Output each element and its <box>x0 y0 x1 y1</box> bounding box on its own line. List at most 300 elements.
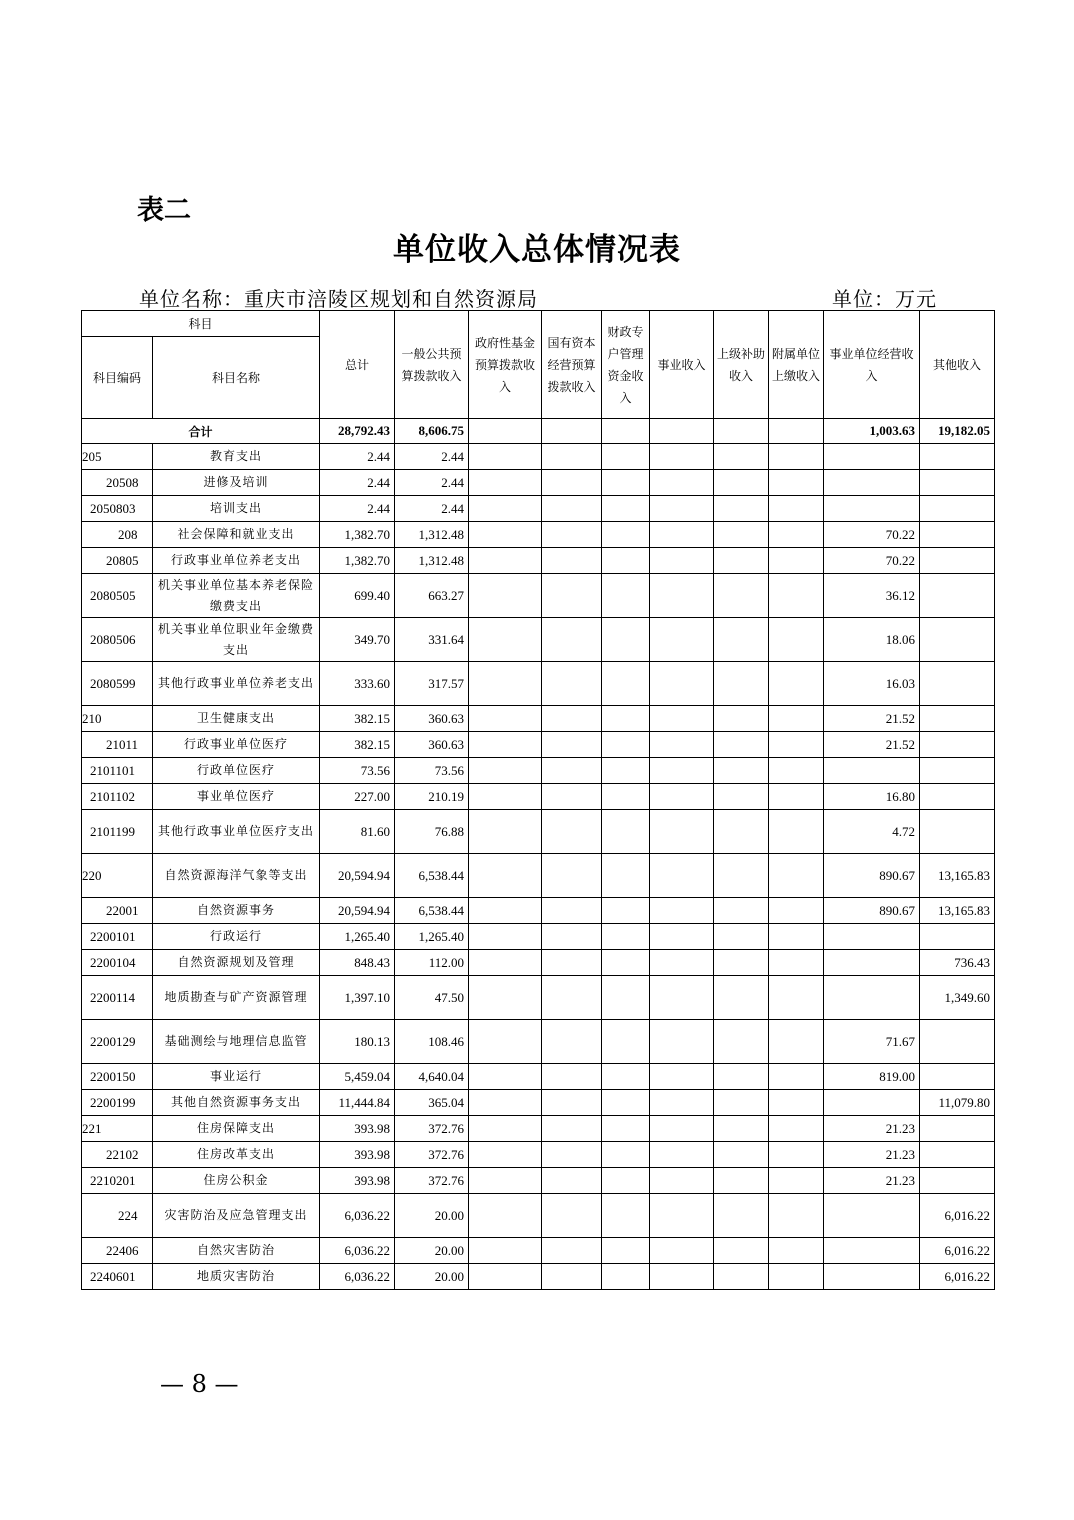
row-operation: 71.67 <box>824 1020 920 1064</box>
row-state-capital <box>542 854 602 898</box>
row-business-income <box>650 854 714 898</box>
row-other <box>920 548 995 574</box>
row-gov-fund <box>469 496 542 522</box>
row-affiliated-payment <box>769 784 824 810</box>
row-superior-subsidy <box>714 950 769 976</box>
total-row <box>82 419 995 444</box>
row-business-income <box>650 898 714 924</box>
row-affiliated-payment <box>769 1116 824 1142</box>
row-superior-subsidy <box>714 758 769 784</box>
row-other <box>920 444 995 470</box>
row-gov-fund <box>469 1194 542 1238</box>
row-name: 卫生健康支出 <box>153 706 320 732</box>
row-total: 1,382.70 <box>320 522 395 548</box>
row-state-capital <box>542 1064 602 1090</box>
row-operation <box>824 1194 920 1238</box>
row-fiscal-special <box>602 1142 650 1168</box>
row-general: 360.63 <box>395 732 469 758</box>
row-fiscal-special <box>602 522 650 548</box>
row-operation <box>824 1264 920 1290</box>
row-operation: 16.80 <box>824 784 920 810</box>
row-business-income <box>650 1142 714 1168</box>
row-total: 6,036.22 <box>320 1238 395 1264</box>
row-name: 自然灾害防治 <box>153 1238 320 1264</box>
row-code: 22406 <box>82 1238 153 1264</box>
row-other <box>920 470 995 496</box>
row-gov-fund <box>469 854 542 898</box>
row-name: 行政运行 <box>153 924 320 950</box>
row-state-capital <box>542 924 602 950</box>
row-superior-subsidy <box>714 1264 769 1290</box>
page-number: — 8 — <box>160 1370 239 1398</box>
header-gov-fund: 政府性基金预算拨款收入 <box>469 311 542 419</box>
row-name: 住房改革支出 <box>153 1142 320 1168</box>
row-business-income <box>650 706 714 732</box>
row-state-capital <box>542 1194 602 1238</box>
row-fiscal-special <box>602 1116 650 1142</box>
row-general: 20.00 <box>395 1238 469 1264</box>
row-code: 22102 <box>82 1142 153 1168</box>
row-general: 20.00 <box>395 1264 469 1290</box>
row-superior-subsidy <box>714 1168 769 1194</box>
row-state-capital <box>542 784 602 810</box>
row-business-income <box>650 574 714 618</box>
row-fiscal-special <box>602 706 650 732</box>
row-affiliated-payment <box>769 1064 824 1090</box>
row-superior-subsidy <box>714 548 769 574</box>
row-business-income <box>650 548 714 574</box>
row-business-income <box>650 1116 714 1142</box>
row-name: 行政事业单位医疗 <box>153 732 320 758</box>
row-gov-fund <box>469 1238 542 1264</box>
row-other <box>920 810 995 854</box>
row-operation <box>824 1090 920 1116</box>
header-general-budget: 一般公共预算拨款收入 <box>395 311 469 419</box>
row-operation <box>824 496 920 522</box>
row-state-capital <box>542 976 602 1020</box>
row-operation: 21.23 <box>824 1142 920 1168</box>
row-code: 2200199 <box>82 1090 153 1116</box>
row-code: 2050803 <box>82 496 153 522</box>
row-state-capital <box>542 470 602 496</box>
row-business-income <box>650 1238 714 1264</box>
row-business-income <box>650 1064 714 1090</box>
row-total: 699.40 <box>320 574 395 618</box>
row-affiliated-payment <box>769 810 824 854</box>
row-other <box>920 706 995 732</box>
table-row <box>82 1142 995 1168</box>
row-name: 自然资源规划及管理 <box>153 950 320 976</box>
row-affiliated-payment <box>769 1238 824 1264</box>
row-business-income <box>650 618 714 662</box>
total-general: 8,606.75 <box>395 419 469 444</box>
row-operation <box>824 1238 920 1264</box>
row-total: 1,397.10 <box>320 976 395 1020</box>
row-name: 住房公积金 <box>153 1168 320 1194</box>
row-state-capital <box>542 522 602 548</box>
row-other: 736.43 <box>920 950 995 976</box>
row-gov-fund <box>469 784 542 810</box>
table-row <box>82 444 995 470</box>
row-state-capital <box>542 496 602 522</box>
table-row <box>82 1116 995 1142</box>
row-code: 2101101 <box>82 758 153 784</box>
row-general: 331.64 <box>395 618 469 662</box>
row-affiliated-payment <box>769 1020 824 1064</box>
doc-label: 表二 <box>137 195 191 226</box>
row-gov-fund <box>469 898 542 924</box>
row-general: 210.19 <box>395 784 469 810</box>
row-other: 6,016.22 <box>920 1238 995 1264</box>
row-general: 2.44 <box>395 470 469 496</box>
header-other-income: 其他收入 <box>920 311 995 419</box>
row-general: 2.44 <box>395 444 469 470</box>
row-business-income <box>650 758 714 784</box>
header-name: 科目名称 <box>153 337 320 419</box>
row-code: 208 <box>82 522 153 548</box>
row-business-income <box>650 522 714 548</box>
row-affiliated-payment <box>769 470 824 496</box>
row-total: 81.60 <box>320 810 395 854</box>
row-business-income <box>650 470 714 496</box>
row-total: 349.70 <box>320 618 395 662</box>
row-operation: 890.67 <box>824 898 920 924</box>
row-operation <box>824 950 920 976</box>
row-code: 2101199 <box>82 810 153 854</box>
row-name: 进修及培训 <box>153 470 320 496</box>
total-superior-subsidy <box>714 419 769 444</box>
row-other <box>920 1116 995 1142</box>
row-gov-fund <box>469 810 542 854</box>
row-fiscal-special <box>602 574 650 618</box>
row-operation: 16.03 <box>824 662 920 706</box>
row-fiscal-special <box>602 548 650 574</box>
row-superior-subsidy <box>714 898 769 924</box>
row-gov-fund <box>469 1142 542 1168</box>
row-superior-subsidy <box>714 1194 769 1238</box>
row-fiscal-special <box>602 924 650 950</box>
row-business-income <box>650 1264 714 1290</box>
row-total: 227.00 <box>320 784 395 810</box>
row-fiscal-special <box>602 496 650 522</box>
row-total: 333.60 <box>320 662 395 706</box>
total-operation: 1,003.63 <box>824 419 920 444</box>
row-affiliated-payment <box>769 1264 824 1290</box>
row-general: 372.76 <box>395 1168 469 1194</box>
row-other: 13,165.83 <box>920 898 995 924</box>
row-state-capital <box>542 548 602 574</box>
row-code: 22001 <box>82 898 153 924</box>
row-affiliated-payment <box>769 898 824 924</box>
total-fiscal-special <box>602 419 650 444</box>
income-table <box>81 310 995 1290</box>
row-operation <box>824 758 920 784</box>
row-code: 2101102 <box>82 784 153 810</box>
row-affiliated-payment <box>769 732 824 758</box>
row-code: 2200101 <box>82 924 153 950</box>
row-name: 机关事业单位职业年金缴费支出 <box>153 618 320 662</box>
row-name: 地质灾害防治 <box>153 1264 320 1290</box>
row-code: 2240601 <box>82 1264 153 1290</box>
unit-name: 单位名称：重庆市涪陵区规划和自然资源局 <box>139 287 538 311</box>
row-affiliated-payment <box>769 758 824 784</box>
row-operation: 21.23 <box>824 1168 920 1194</box>
header-business-income: 事业收入 <box>650 311 714 419</box>
row-affiliated-payment <box>769 1168 824 1194</box>
row-total: 393.98 <box>320 1142 395 1168</box>
row-superior-subsidy <box>714 1116 769 1142</box>
row-superior-subsidy <box>714 618 769 662</box>
row-state-capital <box>542 662 602 706</box>
row-other <box>920 522 995 548</box>
row-name: 其他行政事业单位养老支出 <box>153 662 320 706</box>
row-gov-fund <box>469 444 542 470</box>
row-name: 地质勘查与矿产资源管理 <box>153 976 320 1020</box>
row-other <box>920 1020 995 1064</box>
row-affiliated-payment <box>769 950 824 976</box>
table-row <box>82 924 995 950</box>
total-total: 28,792.43 <box>320 419 395 444</box>
row-general: 108.46 <box>395 1020 469 1064</box>
row-code: 205 <box>82 444 153 470</box>
row-superior-subsidy <box>714 976 769 1020</box>
table-row <box>82 898 995 924</box>
row-general: 360.63 <box>395 706 469 732</box>
row-affiliated-payment <box>769 1142 824 1168</box>
row-superior-subsidy <box>714 1090 769 1116</box>
row-other <box>920 758 995 784</box>
row-business-income <box>650 662 714 706</box>
row-operation <box>824 976 920 1020</box>
row-total: 20,594.94 <box>320 854 395 898</box>
row-superior-subsidy <box>714 854 769 898</box>
row-superior-subsidy <box>714 1064 769 1090</box>
row-state-capital <box>542 1090 602 1116</box>
row-other <box>920 662 995 706</box>
row-code: 224 <box>82 1194 153 1238</box>
header-total: 总计 <box>320 311 395 419</box>
header-code: 科目编码 <box>82 337 153 419</box>
row-fiscal-special <box>602 1194 650 1238</box>
row-general: 372.76 <box>395 1142 469 1168</box>
row-superior-subsidy <box>714 470 769 496</box>
row-code: 220 <box>82 854 153 898</box>
row-superior-subsidy <box>714 662 769 706</box>
row-business-income <box>650 1020 714 1064</box>
table-row <box>82 1168 995 1194</box>
row-total: 73.56 <box>320 758 395 784</box>
row-general: 112.00 <box>395 950 469 976</box>
row-code: 221 <box>82 1116 153 1142</box>
row-fiscal-special <box>602 950 650 976</box>
row-name: 机关事业单位基本养老保险缴费支出 <box>153 574 320 618</box>
row-general: 76.88 <box>395 810 469 854</box>
row-code: 2080505 <box>82 574 153 618</box>
row-general: 1,312.48 <box>395 548 469 574</box>
row-gov-fund <box>469 662 542 706</box>
total-other: 19,182.05 <box>920 419 995 444</box>
row-total: 6,036.22 <box>320 1194 395 1238</box>
row-state-capital <box>542 444 602 470</box>
row-fiscal-special <box>602 784 650 810</box>
row-general: 6,538.44 <box>395 898 469 924</box>
row-gov-fund <box>469 1168 542 1194</box>
row-superior-subsidy <box>714 784 769 810</box>
row-name: 基础测绘与地理信息监管 <box>153 1020 320 1064</box>
row-code: 2200114 <box>82 976 153 1020</box>
row-general: 73.56 <box>395 758 469 784</box>
row-business-income <box>650 1194 714 1238</box>
row-fiscal-special <box>602 1168 650 1194</box>
row-affiliated-payment <box>769 662 824 706</box>
row-other <box>920 496 995 522</box>
row-fiscal-special <box>602 898 650 924</box>
row-gov-fund <box>469 574 542 618</box>
row-code: 2210201 <box>82 1168 153 1194</box>
row-gov-fund <box>469 732 542 758</box>
table-row <box>82 1264 995 1290</box>
row-superior-subsidy <box>714 810 769 854</box>
row-state-capital <box>542 950 602 976</box>
row-operation: 70.22 <box>824 548 920 574</box>
row-other <box>920 1168 995 1194</box>
row-operation: 21.52 <box>824 706 920 732</box>
row-total: 393.98 <box>320 1168 395 1194</box>
row-state-capital <box>542 810 602 854</box>
row-affiliated-payment <box>769 854 824 898</box>
row-state-capital <box>542 758 602 784</box>
row-total: 5,459.04 <box>320 1064 395 1090</box>
table-row <box>82 758 995 784</box>
row-affiliated-payment <box>769 976 824 1020</box>
header-state-capital: 国有资本经营预算拨款收入 <box>542 311 602 419</box>
row-code: 2200104 <box>82 950 153 976</box>
row-business-income <box>650 1090 714 1116</box>
row-operation: 819.00 <box>824 1064 920 1090</box>
row-fiscal-special <box>602 1238 650 1264</box>
row-gov-fund <box>469 1064 542 1090</box>
table-row <box>82 1238 995 1264</box>
row-other: 1,349.60 <box>920 976 995 1020</box>
row-name: 住房保障支出 <box>153 1116 320 1142</box>
unit-label: 单位：万元 <box>832 287 937 311</box>
row-other <box>920 1064 995 1090</box>
row-business-income <box>650 444 714 470</box>
table-row <box>82 950 995 976</box>
row-state-capital <box>542 1116 602 1142</box>
row-operation: 18.06 <box>824 618 920 662</box>
row-total: 2.44 <box>320 470 395 496</box>
row-gov-fund <box>469 1264 542 1290</box>
row-other: 6,016.22 <box>920 1264 995 1290</box>
row-general: 663.27 <box>395 574 469 618</box>
row-fiscal-special <box>602 470 650 496</box>
row-general: 6,538.44 <box>395 854 469 898</box>
table-row <box>82 548 995 574</box>
row-gov-fund <box>469 1020 542 1064</box>
row-state-capital <box>542 1238 602 1264</box>
row-superior-subsidy <box>714 1142 769 1168</box>
table-row <box>82 522 995 548</box>
header-business-operation: 事业单位经营收入 <box>824 311 920 419</box>
row-general: 317.57 <box>395 662 469 706</box>
row-total: 180.13 <box>320 1020 395 1064</box>
row-name: 其他行政事业单位医疗支出 <box>153 810 320 854</box>
total-gov-fund <box>469 419 542 444</box>
row-fiscal-special <box>602 854 650 898</box>
row-operation <box>824 924 920 950</box>
row-gov-fund <box>469 618 542 662</box>
row-code: 2200150 <box>82 1064 153 1090</box>
row-fiscal-special <box>602 732 650 758</box>
row-general: 372.76 <box>395 1116 469 1142</box>
row-gov-fund <box>469 1090 542 1116</box>
header-affiliated-payment: 附属单位上缴收入 <box>769 311 824 419</box>
table-row <box>82 574 995 618</box>
row-name: 行政事业单位养老支出 <box>153 548 320 574</box>
row-business-income <box>650 924 714 950</box>
row-gov-fund <box>469 470 542 496</box>
row-operation: 21.52 <box>824 732 920 758</box>
row-name: 教育支出 <box>153 444 320 470</box>
row-other <box>920 924 995 950</box>
row-gov-fund <box>469 522 542 548</box>
header-superior-subsidy: 上级补助收入 <box>714 311 769 419</box>
row-general: 1,265.40 <box>395 924 469 950</box>
table-row <box>82 470 995 496</box>
row-general: 47.50 <box>395 976 469 1020</box>
table-row <box>82 784 995 810</box>
row-name: 灾害防治及应急管理支出 <box>153 1194 320 1238</box>
row-affiliated-payment <box>769 496 824 522</box>
table-row <box>82 1064 995 1090</box>
header-fiscal-special: 财政专户管理资金收入 <box>602 311 650 419</box>
row-fiscal-special <box>602 1064 650 1090</box>
row-affiliated-payment <box>769 618 824 662</box>
row-business-income <box>650 976 714 1020</box>
row-business-income <box>650 810 714 854</box>
row-state-capital <box>542 1168 602 1194</box>
row-affiliated-payment <box>769 522 824 548</box>
row-affiliated-payment <box>769 548 824 574</box>
row-fiscal-special <box>602 810 650 854</box>
row-code: 2080506 <box>82 618 153 662</box>
row-code: 210 <box>82 706 153 732</box>
row-code: 20805 <box>82 548 153 574</box>
row-name: 自然资源事务 <box>153 898 320 924</box>
row-business-income <box>650 732 714 758</box>
row-gov-fund <box>469 758 542 784</box>
row-business-income <box>650 1168 714 1194</box>
row-general: 4,640.04 <box>395 1064 469 1090</box>
row-code: 21011 <box>82 732 153 758</box>
row-business-income <box>650 784 714 810</box>
row-name: 其他自然资源事务支出 <box>153 1090 320 1116</box>
row-total: 1,382.70 <box>320 548 395 574</box>
row-state-capital <box>542 706 602 732</box>
row-general: 20.00 <box>395 1194 469 1238</box>
total-business-income <box>650 419 714 444</box>
row-affiliated-payment <box>769 444 824 470</box>
row-superior-subsidy <box>714 706 769 732</box>
row-operation: 4.72 <box>824 810 920 854</box>
total-affiliated-payment <box>769 419 824 444</box>
row-operation <box>824 444 920 470</box>
row-total: 1,265.40 <box>320 924 395 950</box>
row-fiscal-special <box>602 1264 650 1290</box>
row-gov-fund <box>469 706 542 732</box>
row-state-capital <box>542 1020 602 1064</box>
